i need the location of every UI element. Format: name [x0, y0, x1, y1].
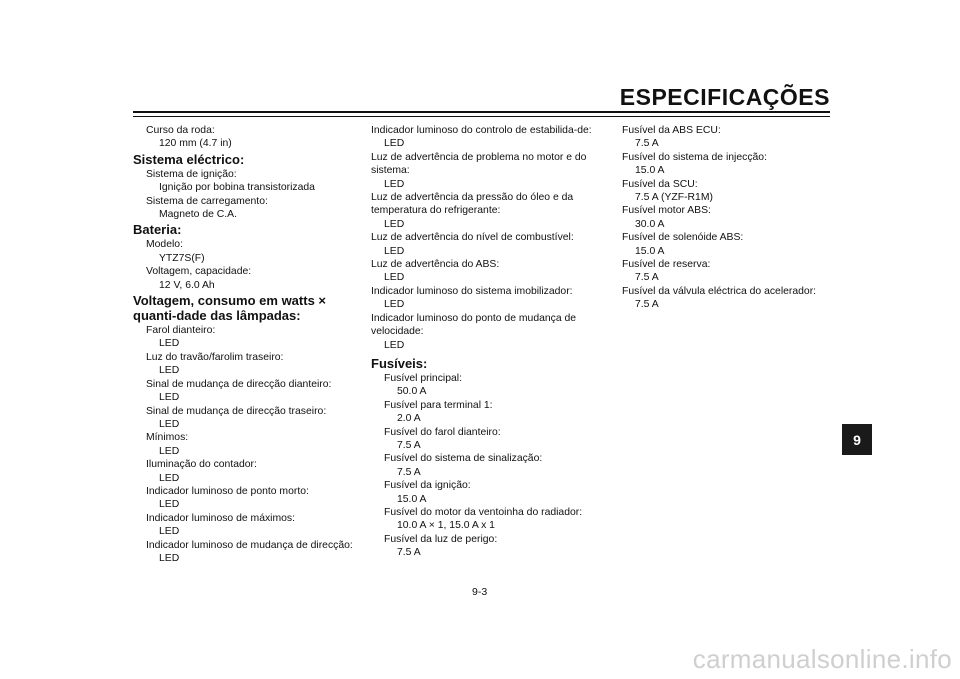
spec-row — [371, 439, 599, 452]
spec-row — [371, 506, 599, 519]
section-heading: Sistema eléctrico: — [133, 151, 245, 167]
spec-value: Magneto de C.A. — [159, 209, 237, 221]
section-heading: Voltagem, consumo em watts × quanti-dade das lâmpadas: — [133, 293, 327, 324]
spec-label: Indicador luminoso de mudança de direcção: — [146, 539, 353, 551]
spec-value: LED — [159, 552, 180, 564]
page-number: 9-3 — [472, 586, 488, 598]
spec-row — [371, 372, 599, 385]
spec-value: 10.0 A × 1, 15.0 A x 1 — [397, 520, 495, 532]
spec-row — [371, 479, 599, 492]
spec-label: Fusível do sistema de injecção: — [622, 151, 767, 163]
spec-value: Ignição por bobina transistorizada — [159, 182, 315, 194]
spec-label: Fusível do motor da ventoinha do radiador: — [384, 506, 583, 518]
spec-value: LED — [159, 365, 180, 377]
spec-label: Fusível da ABS ECU: — [622, 125, 721, 136]
spec-label: Curso da roda: — [146, 125, 215, 136]
spec-row — [371, 533, 599, 546]
spec-label: Sinal de mudança de direcção dianteiro: — [146, 378, 332, 390]
spec-value: LED — [384, 299, 405, 311]
spec-label: Mínimos: — [146, 432, 189, 444]
spec-value: LED — [384, 339, 405, 351]
spec-label: Sinal de mudança de direcção traseiro: — [146, 405, 327, 417]
spec-label: Fusível da luz de perigo: — [384, 533, 498, 545]
spec-label: Farol dianteiro: — [146, 325, 216, 337]
spec-value: 30.0 A — [635, 218, 665, 230]
spec-label: Fusível principal: — [384, 372, 462, 384]
spec-label: Luz de advertência de problema no motor e do sistema: — [371, 151, 587, 177]
spec-value: 7.5 A — [635, 299, 659, 311]
spec-label: Indicador luminoso do sistema imobilizador: — [371, 285, 573, 297]
spec-label: Fusível para terminal 1: — [384, 399, 493, 411]
spec-label: Fusível da ignição: — [384, 480, 471, 492]
spec-label: Indicador luminoso de máximos: — [146, 512, 296, 524]
spec-label: Indicador luminoso do controlo de estabilida-de: — [371, 125, 592, 136]
spec-value: LED — [384, 272, 405, 284]
chapter-tab[interactable]: 9 — [842, 424, 872, 455]
spec-label: Modelo: — [146, 239, 183, 251]
spec-value: 7.5 A — [397, 439, 421, 451]
header-rule-thick — [133, 111, 830, 113]
spec-label: Indicador luminoso do ponto de mudança de velocidade: — [371, 312, 577, 338]
spec-value: LED — [159, 338, 180, 350]
spec-label: Indicador luminoso de ponto morto: — [146, 485, 309, 497]
spec-value: 15.0 A — [635, 245, 665, 257]
spec-label: Fusível do farol dianteiro: — [384, 426, 501, 438]
spec-value: LED — [384, 178, 405, 190]
spec-row — [371, 385, 599, 398]
spec-value: LED — [384, 138, 405, 150]
spec-row — [371, 493, 599, 506]
header-rule-thin — [133, 116, 830, 117]
spec-value: LED — [159, 472, 180, 484]
spec-row — [371, 546, 599, 559]
spec-value: YTZ7S(F) — [159, 252, 205, 264]
spec-column-2 — [371, 124, 599, 560]
spec-value: LED — [159, 526, 180, 538]
spec-value: 12 V, 6.0 Ah — [159, 279, 215, 291]
spec-label: Fusível de solenóide ABS: — [622, 232, 744, 244]
spec-row — [371, 426, 599, 439]
spec-label: Luz do travão/farolim traseiro: — [146, 351, 284, 363]
spec-label: Sistema de carregamento: — [146, 195, 268, 207]
spec-row — [371, 399, 599, 412]
spec-value: LED — [384, 245, 405, 257]
spec-label: Fusível da SCU: — [622, 178, 698, 190]
spec-value: 7.5 A — [635, 272, 659, 284]
spec-column-1 — [133, 124, 358, 565]
spec-label: Fusível de reserva: — [622, 259, 711, 271]
spec-label: Fusível do sistema de sinalização: — [384, 453, 543, 465]
spec-row — [371, 412, 599, 425]
spec-label: Fusível da válvula eléctrica do acelerador: — [622, 285, 817, 297]
spec-value: 15.0 A — [635, 165, 665, 177]
spec-label: Voltagem, capacidade: — [146, 266, 252, 278]
section-heading: Fusíveis: — [371, 355, 428, 371]
spec-row — [371, 466, 599, 479]
spec-value: 50.0 A — [397, 386, 427, 398]
watermark: carmanualsonline.info — [692, 644, 952, 674]
spec-value: 15.0 A — [397, 493, 427, 505]
spec-label: Luz de advertência do nível de combustível: — [371, 232, 574, 244]
spec-value: LED — [159, 445, 180, 457]
spec-column-3 — [622, 124, 832, 312]
spec-label: Fusível motor ABS: — [622, 205, 711, 217]
spec-label: Luz de advertência do ABS: — [371, 259, 500, 271]
spec-row — [371, 519, 599, 532]
spec-value: 7.5 A (YZF-R1M) — [635, 192, 713, 204]
spec-value: 7.5 A — [397, 466, 421, 478]
spec-value: LED — [159, 418, 180, 430]
spec-value: 120 mm (4.7 in) — [159, 138, 232, 150]
spec-value: LED — [159, 392, 180, 404]
spec-value: 7.5 A — [635, 138, 659, 150]
spec-label: Luz de advertência da pressão do óleo e da temperatura do refrigerante: — [371, 192, 574, 217]
spec-label: Iluminação do contador: — [146, 459, 257, 471]
spec-value: LED — [159, 499, 180, 511]
spec-value: 2.0 A — [397, 413, 421, 425]
section-heading: Bateria: — [133, 222, 182, 238]
spec-value: 7.5 A — [397, 547, 421, 559]
spec-value: LED — [384, 218, 405, 230]
page-title: ESPECIFICAÇÕES — [619, 84, 830, 110]
spec-row — [371, 452, 599, 465]
spec-label: Sistema de ignição: — [146, 168, 237, 180]
